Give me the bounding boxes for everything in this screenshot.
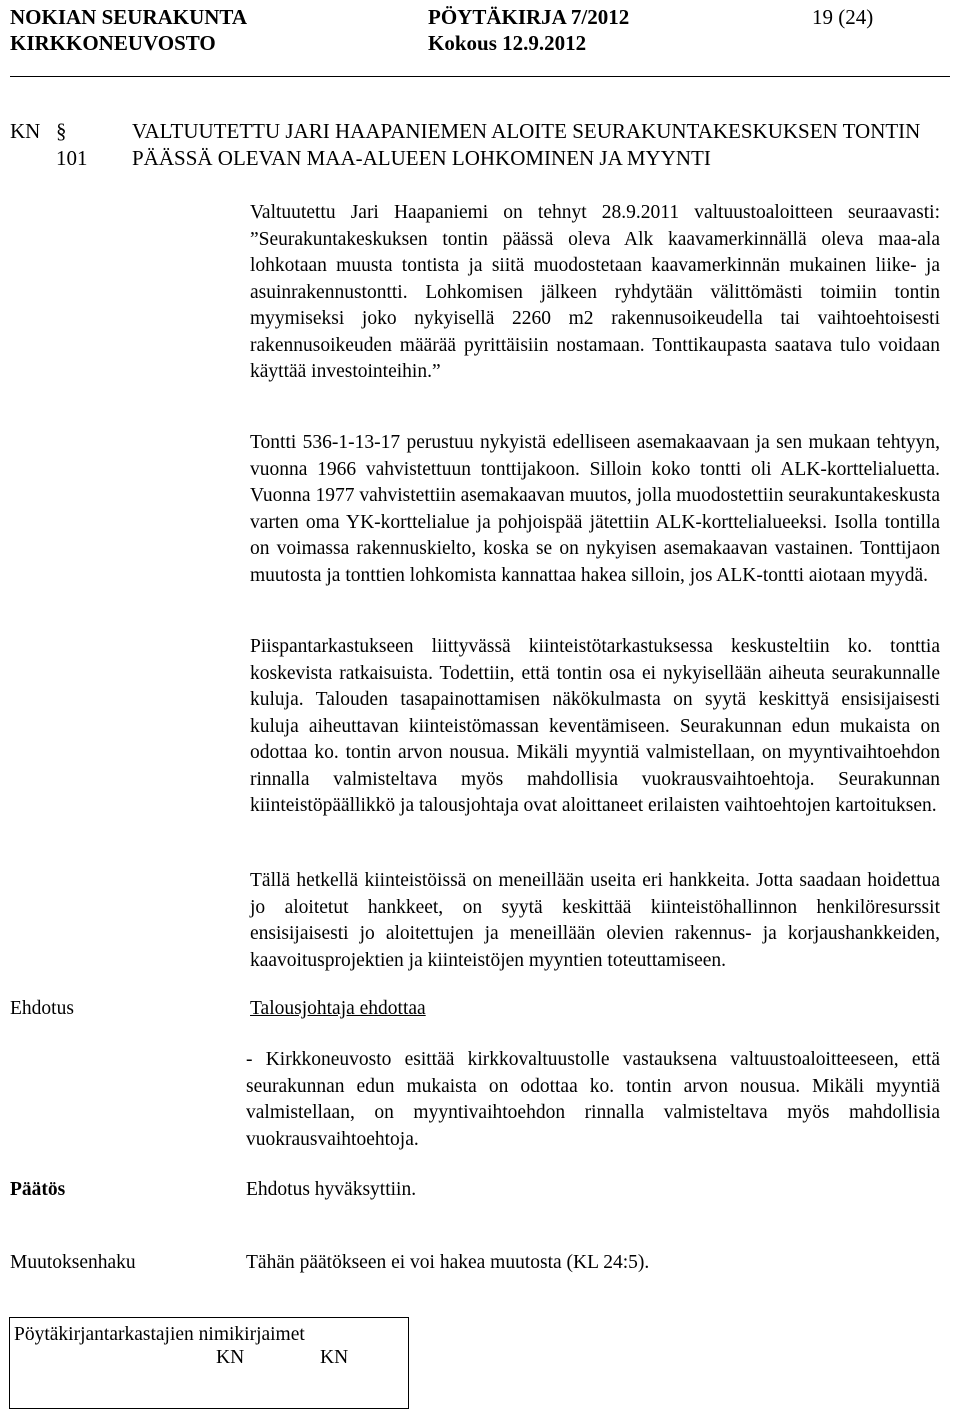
body-name: KIRKKONEUVOSTO [10, 31, 216, 55]
body-paragraph-3: Piispantarkastukseen liittyvässä kiinteistötarkastuksessa keskusteltiin ko. tonttia koskevista ratkaisuista. Todettiin, että tontin osa ei nykyisellään aiheuta seurakunnalle kuluja. Talouden tasapainottamisen näkökulmasta on syytä keskittyä ensisijaisesti kuluja aiheuttavan kiinteistömassan keventämiseen. Seurakunnan edun mukaista on odottaa ko. tontin arvon nousua. Mikäli myyntiä valmistellaan, on myyntivaihtoehdon rinnalla valmisteltava myös mahdollisia vuokrausvaihtoehtoja. Seurakunnan kiinteistöpäällikkö ja talousjohtaja ovat aloittaneet erilaisten vaihtoehtojen kartoituksen. [250, 636, 940, 816]
meeting-date: Kokous 12.9.2012 [428, 31, 587, 55]
body-paragraph-4: Tällä hetkellä kiinteistöissä on meneillään useita eri hankkeita. Jotta saadaan hoidettua jo aloitetut hankkeet, on syytä keskittää kiinteistöhallinnon henkilöresurssit ensisijaisesti jo aloitettujen ja meneillään olevien rakennus- ja korjaushankkeiden, kaavoitusprojektien ja kiinteistöjen myyntien toteuttamiseen. [250, 870, 940, 971]
initials-first: KN [216, 1347, 245, 1368]
decision-label: Päätös [10, 1179, 66, 1200]
org-name: NOKIAN SEURAKUNTA [10, 5, 248, 29]
item-prefix: KN [10, 119, 41, 143]
initials-box [9, 1317, 409, 1409]
body-paragraph-1: Valtuutettu Jari Haapaniemi on tehnyt 28.9.2011 valtuustoaloitteen seuraavasti: ”Seurakuntakeskuksen tontin päässä oleva Alk kaavamerkinnällä oleva maa-ala lohkotaan muusta tontista ja siitä muodostetaan kaavamerkinnän mukainen liike- ja asuinrakennustontti. Lohkomisen jälkeen ryhdytään välittömästi toimiin tontin myymiseksi joko nykyisellä 2260 m2 rakennusoikeudella tai vaihtoehtoisesti rakennusoikeuden määrää pyrittäisiin nostamaan. Tonttikaupasta saatava tulo voidaan käyttää investointeihin.” [250, 202, 940, 382]
item-title: VALTUUTETTU JARI HAAPANIEMEN ALOITE SEURAKUNTAKESKUKSEN TONTIN PÄÄSSÄ OLEVAN MAA-ALUEEN LOHKOMINEN JA MYYNTI [132, 119, 921, 170]
page-number: 19 (24) [812, 5, 874, 29]
initials-second: KN [320, 1347, 349, 1368]
body-paragraph-2: Tontti 536-1-13-17 perustuu nykyistä edelliseen asemakaavaan ja sen mukaan tehtyyn, vuonna 1966 vahvistettuun tonttijakoon. Silloin koko tontti oli ALK-korttelialuetta. Vuonna 1977 vahvistettiin asemakaavan muutos, jolla muodostettiin seurakuntakeskusta varten oma YK-korttelialue ja pohjoispää jätettiin ALK-korttelialueeksi. Isolla tontilla on voimassa rakennuskielto, koska se on nykyisen asemakaavan vastainen. Tonttijaon muutosta ja tonttien lohkomista kannattaa hakea silloin, jos ALK-tontti aiotaan myydä. [250, 432, 940, 586]
proposal-label: Ehdotus [10, 998, 74, 1019]
proposal-text: - Kirkkoneuvosto esittää kirkkovaltuustolle vastauksena valtuustoaloitteeseen, että seurakunnan edun mukaista on odottaa ko. tontin arvon nousua. Mikäli myyntiä valmistellaan, on myyntivaihtoehdon rinnalla valmisteltava myös mahdollisia vuokrausvaihtoehtoja. [246, 1049, 940, 1150]
appeal-text: Tähän päätökseen ei voi hakea muutosta (KL 24:5). [246, 1252, 650, 1273]
document-number: PÖYTÄKIRJA 7/2012 [428, 5, 630, 29]
header-rule [10, 76, 950, 77]
item-number: § 101 [56, 119, 88, 170]
appeal-label: Muutoksenhaku [10, 1252, 136, 1273]
initials-label: Pöytäkirjantarkastajien nimikirjaimet [14, 1324, 305, 1345]
proposal-heading: Talousjohtaja ehdottaa [250, 998, 426, 1019]
decision-text: Ehdotus hyväksyttiin. [246, 1179, 417, 1200]
